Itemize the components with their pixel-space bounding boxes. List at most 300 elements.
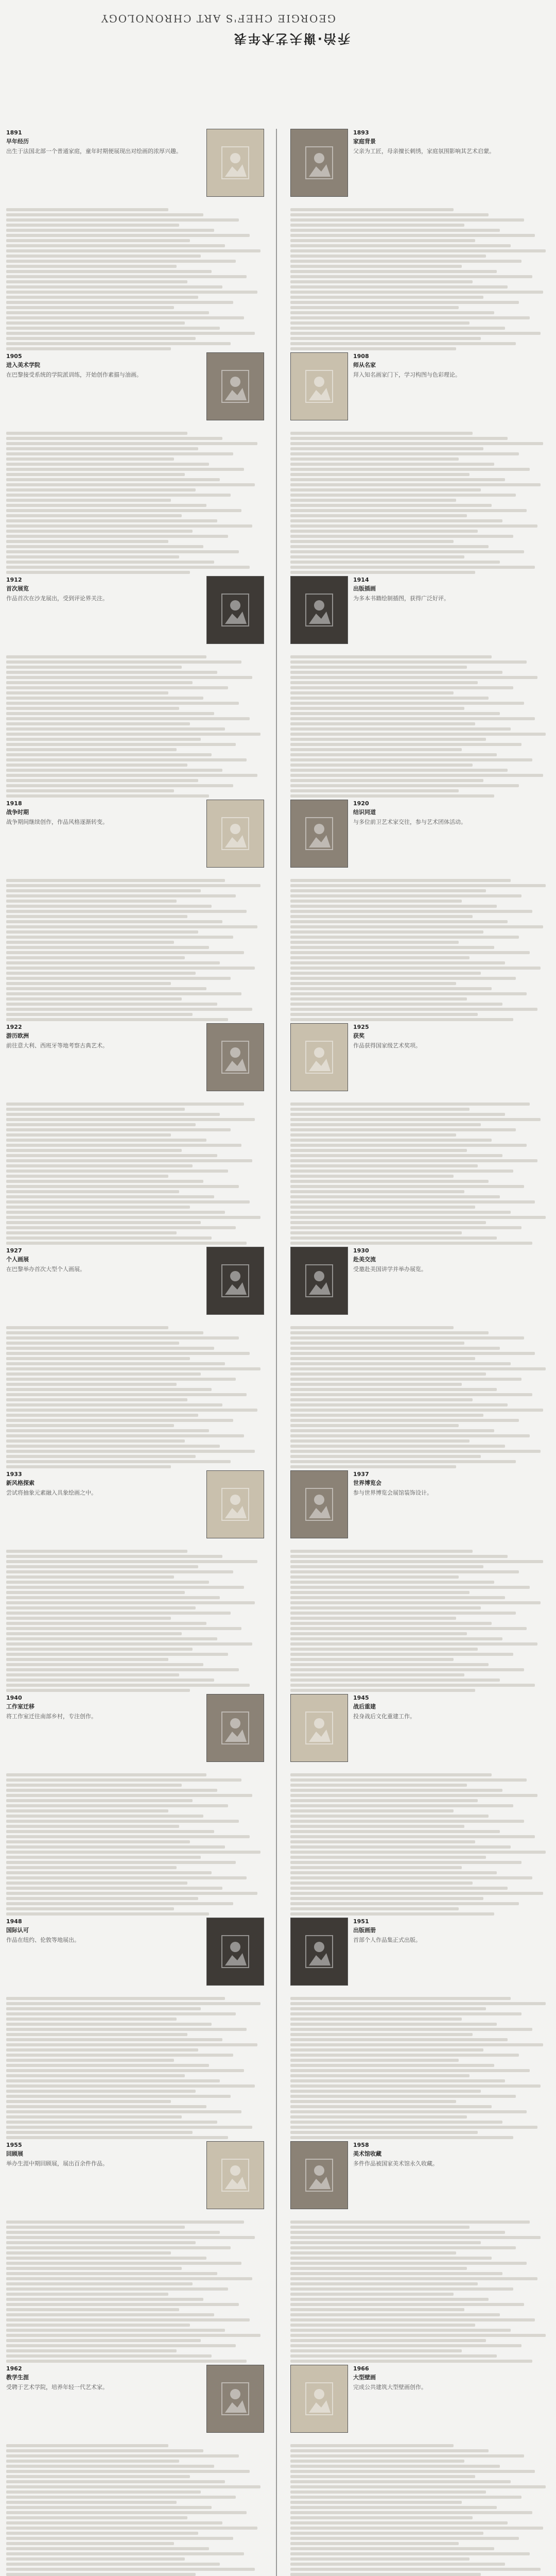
text-line xyxy=(6,2115,182,2119)
artwork-thumbnail xyxy=(206,1023,264,1091)
text-line xyxy=(6,748,177,751)
text-line xyxy=(290,2532,483,2535)
text-line xyxy=(290,1815,489,1818)
text-line xyxy=(290,1565,483,1568)
text-line xyxy=(290,566,535,569)
text-line xyxy=(6,1622,206,1625)
entry-date: 1908 xyxy=(353,353,369,360)
text-line xyxy=(6,910,247,913)
text-line xyxy=(6,894,236,897)
text-line xyxy=(6,789,174,792)
timeline-entry xyxy=(6,129,264,197)
text-line xyxy=(6,972,196,975)
text-line xyxy=(290,342,516,345)
artwork-thumbnail xyxy=(290,1694,348,1762)
text-line xyxy=(290,260,522,263)
text-line xyxy=(290,1581,494,1584)
text-line xyxy=(6,2532,198,2535)
entry-body: 参与世界博览会展馆装饰设计。 xyxy=(353,1489,432,1496)
text-line xyxy=(290,255,486,258)
text-line xyxy=(290,208,454,211)
entry-date: 1922 xyxy=(6,1024,22,1030)
text-line xyxy=(6,1439,185,1443)
text-line xyxy=(6,2059,174,2062)
text-line xyxy=(6,691,168,694)
text-line xyxy=(290,2563,505,2566)
text-line xyxy=(6,930,198,934)
entry-date: 1958 xyxy=(353,2142,369,2148)
entry-text xyxy=(6,576,201,602)
text-line xyxy=(6,327,220,330)
text-line xyxy=(6,342,231,345)
text-line xyxy=(6,463,209,466)
entry-body: 出生于法国北部一个普通家庭，童年时期便展现出对绘画的浓厚兴趣。 xyxy=(6,148,182,155)
text-line xyxy=(6,997,182,1001)
text-line xyxy=(290,900,462,903)
text-line xyxy=(6,2354,212,2358)
text-line xyxy=(290,2110,527,2113)
text-line xyxy=(6,1003,217,1006)
text-line xyxy=(290,915,473,918)
image-placeholder-icon xyxy=(304,1263,335,1299)
text-line xyxy=(6,1113,220,1116)
image-placeholder-icon xyxy=(304,816,335,852)
entry-heading: 获奖 xyxy=(353,1032,364,1039)
text-line xyxy=(290,961,505,964)
text-line xyxy=(6,1596,220,1599)
text-line xyxy=(290,555,464,558)
text-line xyxy=(290,925,543,928)
text-line xyxy=(6,275,247,278)
text-line xyxy=(290,1242,532,1245)
text-line xyxy=(6,1851,260,1854)
text-line xyxy=(290,789,459,792)
text-line xyxy=(290,1419,519,1422)
text-line xyxy=(290,1627,527,1630)
text-line xyxy=(6,733,260,736)
text-line xyxy=(6,2496,236,2499)
text-line xyxy=(6,1409,257,1412)
entry-heading: 赴美交流 xyxy=(353,1256,376,1263)
text-line xyxy=(290,2100,456,2103)
text-line xyxy=(6,1820,239,1823)
text-line xyxy=(290,2038,508,2041)
text-line xyxy=(6,545,203,548)
artwork-thumbnail xyxy=(290,1470,348,1538)
text-line xyxy=(290,337,481,340)
text-line xyxy=(290,1668,524,1671)
entry-heading: 出版画册 xyxy=(353,1927,376,1934)
entry-body: 与多位前卫艺术家交往，参与艺术团体活动。 xyxy=(353,819,466,825)
text-line xyxy=(290,743,522,746)
artwork-thumbnail xyxy=(290,1247,348,1315)
text-line xyxy=(6,1565,198,1568)
text-line xyxy=(6,2231,220,2234)
entry-date: 1920 xyxy=(353,800,369,807)
text-line xyxy=(290,2241,481,2244)
entry-heading: 进入美术学院 xyxy=(6,362,40,368)
text-line xyxy=(290,671,502,674)
timeline-entry xyxy=(6,800,264,868)
text-line xyxy=(6,717,250,720)
text-line xyxy=(290,550,524,553)
text-line xyxy=(6,1190,179,1193)
text-line xyxy=(6,1658,168,1661)
text-line xyxy=(290,956,470,959)
text-line xyxy=(6,2262,241,2265)
text-line xyxy=(6,2537,233,2540)
artwork-thumbnail xyxy=(290,576,348,644)
image-placeholder-icon xyxy=(220,816,251,852)
text-line xyxy=(290,1809,454,1812)
entry-date: 1962 xyxy=(6,2365,22,2372)
text-line xyxy=(6,504,206,507)
text-line xyxy=(6,1434,244,1437)
entry-date: 1933 xyxy=(6,1471,22,1478)
text-line xyxy=(290,2344,522,2347)
text-line xyxy=(290,769,508,772)
text-line xyxy=(290,894,522,897)
text-line xyxy=(290,1820,524,1823)
text-line xyxy=(290,1871,497,1874)
text-line xyxy=(290,2501,462,2504)
text-line xyxy=(290,1108,470,1111)
text-line xyxy=(6,2267,182,2270)
text-line xyxy=(6,311,209,314)
text-line xyxy=(6,992,241,995)
image-placeholder-icon xyxy=(304,145,335,181)
text-line xyxy=(6,764,187,767)
text-line xyxy=(6,2272,217,2275)
artwork-thumbnail xyxy=(206,1918,264,1986)
text-line xyxy=(290,1455,481,1458)
text-line xyxy=(6,2257,206,2260)
text-line xyxy=(6,1648,193,1651)
text-line xyxy=(6,2023,212,2026)
image-placeholder-icon xyxy=(220,1934,251,1970)
text-line xyxy=(6,1668,239,1671)
text-line xyxy=(290,1861,522,1864)
text-line xyxy=(6,2126,252,2129)
text-line xyxy=(290,2282,478,2285)
text-line xyxy=(290,1226,522,1229)
text-line xyxy=(6,920,222,923)
text-line xyxy=(6,2033,187,2036)
text-line xyxy=(6,1242,247,1245)
text-line xyxy=(6,2506,212,2509)
text-line xyxy=(290,2354,497,2358)
text-line xyxy=(290,2490,486,2494)
text-line xyxy=(290,951,530,954)
text-line xyxy=(290,2349,462,2352)
text-line xyxy=(6,561,214,564)
text-line xyxy=(290,712,500,715)
entry-text xyxy=(6,1470,201,1497)
text-line xyxy=(6,2465,214,2468)
text-line xyxy=(6,337,196,340)
text-line xyxy=(290,794,494,798)
text-line xyxy=(6,2298,203,2301)
text-line xyxy=(6,987,206,990)
entry-text xyxy=(353,1023,550,1049)
text-line xyxy=(290,2339,486,2342)
text-line xyxy=(6,676,252,679)
text-line xyxy=(290,1773,492,1776)
entry-heading: 个人画展 xyxy=(6,1256,29,1263)
text-line xyxy=(290,1550,473,1553)
text-line xyxy=(290,1357,475,1360)
text-line xyxy=(6,1612,231,1615)
text-line xyxy=(6,2079,220,2082)
text-line xyxy=(290,494,516,497)
text-line xyxy=(6,879,225,882)
text-line xyxy=(6,2226,185,2229)
text-line xyxy=(6,494,231,497)
entry-text xyxy=(6,2365,201,2391)
entry-date: 1940 xyxy=(6,1694,22,1701)
entry-date: 1893 xyxy=(353,129,369,136)
text-line xyxy=(6,1211,225,1214)
text-line xyxy=(290,224,464,227)
text-line xyxy=(290,301,519,304)
entry-heading: 美术馆收藏 xyxy=(353,2150,381,2157)
text-line xyxy=(6,1236,212,1240)
text-line xyxy=(6,244,225,247)
text-line xyxy=(6,1902,233,1905)
text-line xyxy=(6,1866,177,1869)
text-line xyxy=(6,982,171,985)
text-line xyxy=(6,743,236,746)
text-line xyxy=(6,2460,179,2463)
text-line xyxy=(6,2334,260,2337)
text-line xyxy=(290,2449,489,2452)
text-line xyxy=(6,1679,214,1682)
text-line xyxy=(290,992,527,995)
text-line xyxy=(6,1830,214,1833)
text-line xyxy=(290,1362,511,1365)
text-line xyxy=(6,707,179,710)
text-line xyxy=(6,784,233,787)
text-line xyxy=(6,702,239,705)
text-line xyxy=(290,1851,546,1854)
text-line xyxy=(290,478,505,481)
text-line xyxy=(290,1689,475,1692)
text-line xyxy=(6,488,196,492)
text-line xyxy=(6,332,255,335)
text-line xyxy=(6,753,212,756)
text-line xyxy=(6,1231,177,1234)
text-line xyxy=(6,1876,247,1879)
text-line xyxy=(6,442,257,445)
text-line xyxy=(290,2226,470,2229)
entry-body: 投身战后文化重建工作。 xyxy=(353,1713,415,1720)
text-line xyxy=(6,1221,201,1224)
text-line xyxy=(290,1840,475,1843)
text-line xyxy=(290,676,537,679)
timeline-entry xyxy=(290,1247,550,1315)
text-line xyxy=(290,2527,543,2530)
entry-date: 1951 xyxy=(353,1918,369,1925)
text-line xyxy=(290,296,483,299)
artwork-thumbnail xyxy=(206,1247,264,1315)
text-line xyxy=(6,1637,217,1640)
text-line xyxy=(6,956,185,959)
text-line xyxy=(290,972,481,975)
text-line xyxy=(290,234,535,237)
text-line xyxy=(290,311,494,314)
text-line xyxy=(6,655,206,658)
text-line xyxy=(6,1809,168,1812)
entry-text xyxy=(353,352,550,379)
text-line xyxy=(290,2465,500,2468)
text-line xyxy=(6,2069,244,2072)
text-line xyxy=(290,2048,483,2052)
image-placeholder-icon xyxy=(304,1934,335,1970)
entry-text xyxy=(353,2141,550,2167)
text-line xyxy=(6,296,198,299)
text-line xyxy=(6,1773,206,1776)
text-line xyxy=(290,738,486,741)
text-line xyxy=(290,1144,527,1147)
text-line xyxy=(290,1367,546,1370)
text-line xyxy=(290,1570,519,1573)
text-line xyxy=(6,1414,198,1417)
text-line xyxy=(6,915,187,918)
text-line xyxy=(290,2012,522,2015)
text-line xyxy=(290,561,500,564)
text-line xyxy=(6,1185,239,1188)
image-placeholder-icon xyxy=(220,1039,251,1075)
text-line xyxy=(290,2360,532,2363)
text-line xyxy=(6,2313,214,2316)
text-line xyxy=(290,2090,481,2093)
text-line xyxy=(6,229,214,232)
text-line xyxy=(6,2221,244,2224)
entry-text xyxy=(353,800,550,826)
text-line xyxy=(6,2308,179,2311)
text-line xyxy=(6,2084,255,2088)
text-line xyxy=(290,1008,537,1011)
text-line xyxy=(290,1154,502,1157)
text-line xyxy=(290,2324,475,2327)
text-line xyxy=(6,218,239,222)
text-line xyxy=(290,1409,543,1412)
text-line xyxy=(290,2043,543,2046)
image-placeholder-icon xyxy=(304,592,335,628)
artwork-thumbnail xyxy=(206,352,264,420)
text-line xyxy=(290,1825,464,1828)
text-line xyxy=(290,2007,486,2010)
entry-body: 举办生涯中期回顾展，展出百余件作品。 xyxy=(6,2160,108,2167)
text-line xyxy=(290,1679,500,1682)
text-line xyxy=(290,1907,459,1910)
text-line xyxy=(290,1103,530,1106)
text-line xyxy=(6,473,185,476)
entry-body: 父亲为工匠，母亲擅长刺绣，家庭氛围影响其艺术启蒙。 xyxy=(353,148,495,155)
text-line xyxy=(6,2563,220,2566)
entry-text xyxy=(6,129,201,155)
entry-heading: 家庭背景 xyxy=(353,138,376,145)
text-line xyxy=(6,2018,177,2021)
text-line xyxy=(290,2246,516,2249)
text-line xyxy=(290,774,543,777)
timeline-entry xyxy=(6,1694,264,1762)
text-line xyxy=(290,1342,464,1345)
entry-date: 1966 xyxy=(353,2365,369,2372)
text-line xyxy=(6,208,168,211)
text-line xyxy=(6,1144,241,1147)
text-line xyxy=(290,280,473,283)
text-line xyxy=(290,1133,456,1137)
text-line xyxy=(6,1601,255,1604)
text-line xyxy=(290,691,454,694)
text-line xyxy=(290,1429,494,1432)
text-line xyxy=(6,1170,228,1173)
text-line xyxy=(290,2547,494,2550)
image-placeholder-icon xyxy=(304,1486,335,1522)
text-line xyxy=(6,447,198,450)
text-line xyxy=(290,1231,462,1234)
text-line xyxy=(6,1907,174,1910)
text-line xyxy=(6,967,255,970)
text-line xyxy=(6,1815,203,1818)
text-line xyxy=(290,327,505,330)
text-line xyxy=(6,285,222,289)
text-line xyxy=(290,514,467,517)
entry-heading: 出版插画 xyxy=(353,585,376,592)
text-line xyxy=(290,1164,478,1167)
title-english: GEORGIE CHEF'S ART CHRONOLOGY xyxy=(100,12,336,25)
text-line xyxy=(290,1799,478,1802)
text-line xyxy=(6,2110,241,2113)
text-line xyxy=(6,1606,196,1609)
timeline-entry xyxy=(6,352,264,420)
text-line xyxy=(290,681,478,684)
text-line xyxy=(290,1830,500,1833)
text-line xyxy=(6,1784,182,1787)
text-line xyxy=(290,2454,524,2458)
text-line xyxy=(290,468,530,471)
text-line xyxy=(290,316,530,319)
text-line xyxy=(290,285,508,289)
text-line xyxy=(290,1434,530,1437)
artwork-thumbnail xyxy=(290,2365,348,2433)
artwork-thumbnail xyxy=(206,1470,264,1538)
text-line xyxy=(290,2475,475,2478)
text-line xyxy=(6,316,244,319)
text-line xyxy=(290,2267,467,2270)
text-line xyxy=(290,686,513,689)
text-line xyxy=(6,794,209,798)
entry-heading: 早年经历 xyxy=(6,138,29,145)
text-line xyxy=(6,2521,222,2524)
text-line xyxy=(6,1013,193,1016)
entry-date: 1948 xyxy=(6,1918,22,1925)
text-line xyxy=(6,1403,222,1406)
text-line xyxy=(6,301,233,304)
text-line xyxy=(6,1825,179,1828)
text-line xyxy=(6,1684,250,1687)
timeline-entry xyxy=(6,1470,264,1538)
text-line xyxy=(290,2485,546,2488)
entry-body: 尝试将抽象元素融入具象绘画之中。 xyxy=(6,1489,97,1496)
timeline-entry xyxy=(6,576,264,644)
text-line xyxy=(290,910,532,913)
entry-heading: 游历欧洲 xyxy=(6,1032,29,1039)
text-line xyxy=(290,1139,492,1142)
text-line xyxy=(6,1195,214,1198)
text-line xyxy=(290,2136,513,2139)
